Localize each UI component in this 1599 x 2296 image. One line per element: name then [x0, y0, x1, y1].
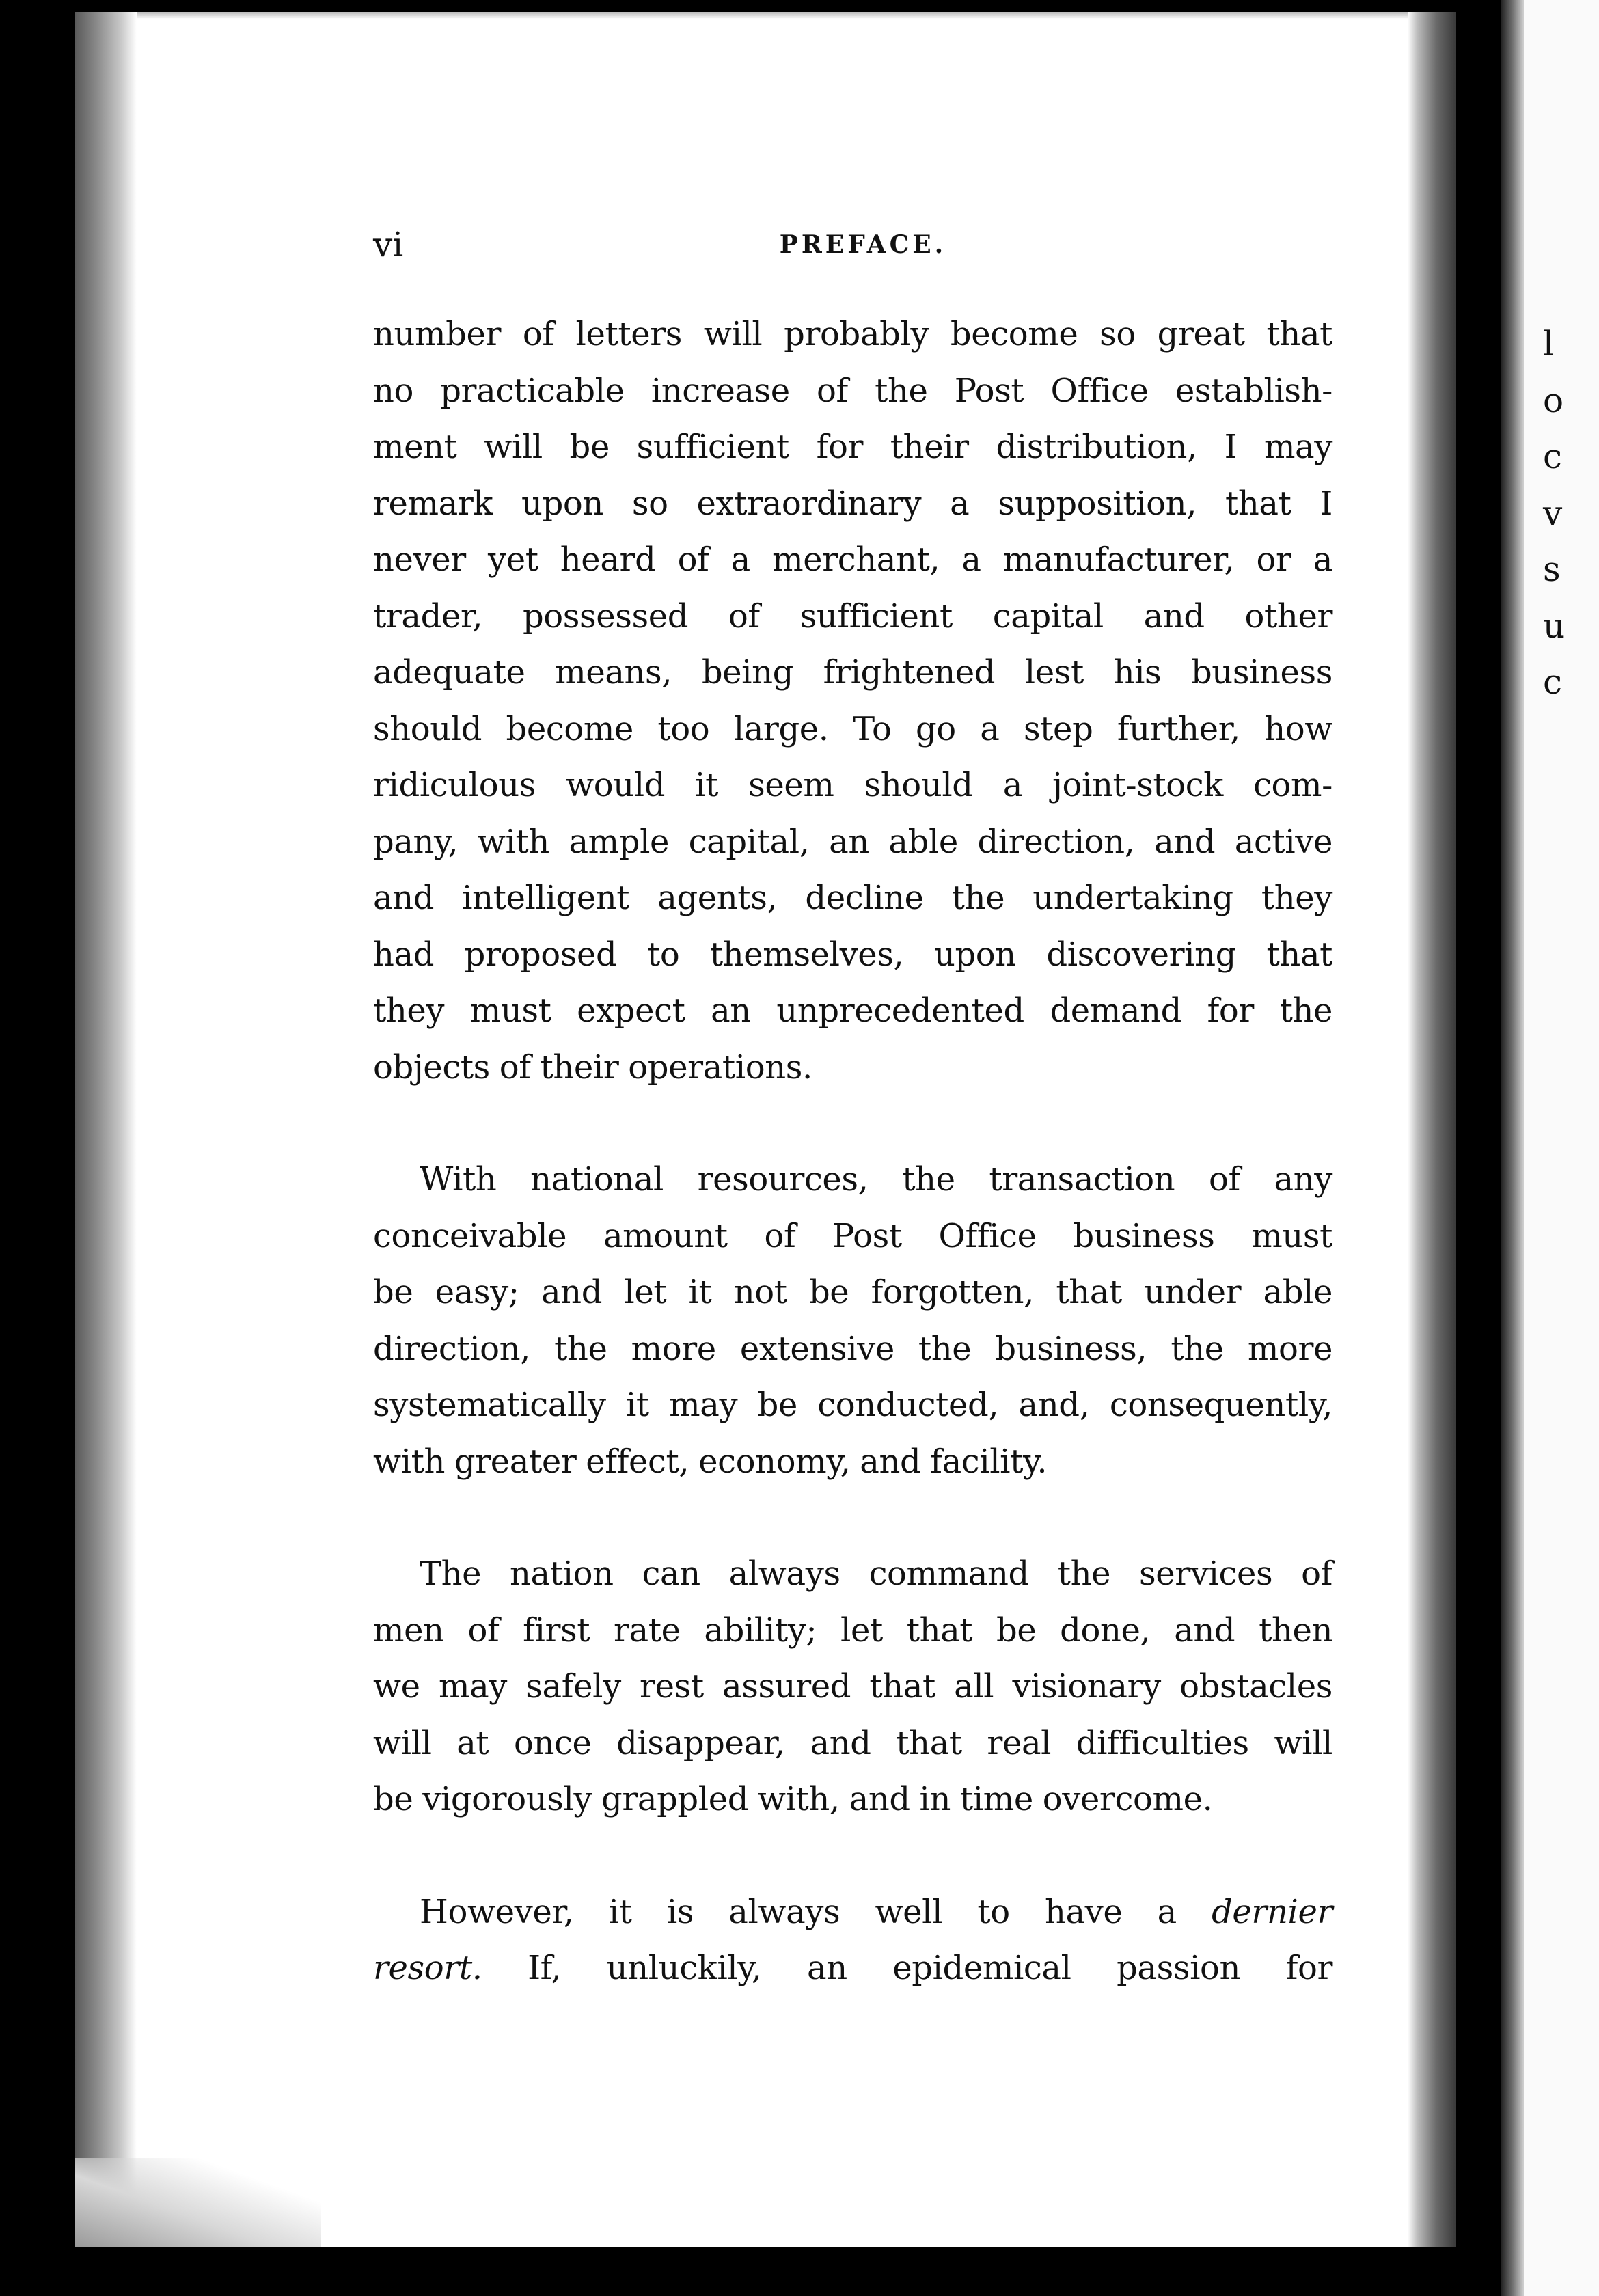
text-line: ridiculous would it seem should a joint-stock com- [373, 766, 1332, 804]
text-line: number of letters will probably become so great that [373, 315, 1332, 353]
text-line: be vigorously grappled with, and in time overcome. [373, 1780, 1213, 1818]
page-number: vi [373, 225, 404, 264]
text-line: never yet heard of a merchant, a manufacturer, or a [373, 541, 1332, 579]
adjacent-page-letters [1543, 316, 1565, 711]
text-line: pany, with ample capital, an able direction, and active [373, 822, 1332, 861]
paragraph-3 [373, 1546, 1332, 1828]
page-top-shadow [75, 12, 1456, 19]
text-line: with greater effect, economy, and facility. [373, 1442, 1048, 1481]
text-run: However, it is always well to have a [420, 1892, 1212, 1931]
adjacent-letter: s [1543, 549, 1561, 589]
adjacent-page-edge [1501, 0, 1599, 2296]
text-line: no practicable increase of the Post Office establish- [373, 371, 1332, 410]
paragraph-4 [373, 1884, 1332, 1997]
text-line: objects of their operations. [373, 1048, 812, 1086]
text-line: adequate means, being frightened lest his business [373, 653, 1332, 692]
text-run: If, unluckily, an epidemical passion for [482, 1949, 1332, 1987]
adjacent-letter: l [1543, 324, 1554, 364]
text-line: be easy; and let it not be forgotten, that under able [373, 1273, 1332, 1311]
adjacent-letter: c [1543, 662, 1563, 702]
italic-term: resort. [373, 1949, 482, 1987]
page-right-edge [1408, 12, 1456, 2247]
paragraph-2 [373, 1151, 1332, 1490]
text-line: men of first rate ability; let that be done, and then [373, 1611, 1332, 1650]
text-line [373, 1940, 1332, 1997]
running-head: PREFACE. [779, 230, 947, 259]
text-line: With national resources, the transaction of any [420, 1160, 1332, 1199]
text-line: we may safely rest assured that all visionary obstacles [373, 1667, 1332, 1706]
page-header [373, 217, 1332, 272]
italic-term: dernier [1212, 1892, 1332, 1931]
adjacent-letter: c [1543, 437, 1563, 476]
body-text [373, 306, 1332, 1997]
text-line: will at once disappear, and that real difficulties will [373, 1723, 1332, 1762]
adjacent-letter: u [1543, 605, 1566, 646]
text-line: direction, the more extensive the business, the more [373, 1329, 1332, 1368]
text-line: systematically it may be conducted, and, consequently, [373, 1386, 1332, 1424]
paragraph-1 [373, 306, 1332, 1095]
binding-gutter [75, 12, 137, 2247]
text-line: and intelligent agents, decline the undertaking they [373, 879, 1332, 917]
text-line: trader, possessed of sufficient capital and other [373, 597, 1332, 636]
text-line: The nation can always command the services of [420, 1555, 1332, 1593]
text-line: remark upon so extraordinary a supposition, that I [373, 484, 1332, 523]
adjacent-page-shadow [1501, 0, 1524, 2296]
page-corner-shadow [75, 2158, 321, 2247]
text-line: should become too large. To go a step further, how [373, 709, 1332, 748]
text-line [373, 1884, 1332, 1941]
text-line: ment will be sufficient for their distribution, I may [373, 428, 1332, 466]
text-line: had proposed to themselves, upon discovering that [373, 935, 1332, 974]
adjacent-letter: v [1543, 493, 1563, 533]
adjacent-letter: o [1543, 380, 1564, 420]
text-line: they must expect an unprecedented demand for the [373, 992, 1332, 1030]
text-line: conceivable amount of Post Office business must [373, 1216, 1332, 1255]
